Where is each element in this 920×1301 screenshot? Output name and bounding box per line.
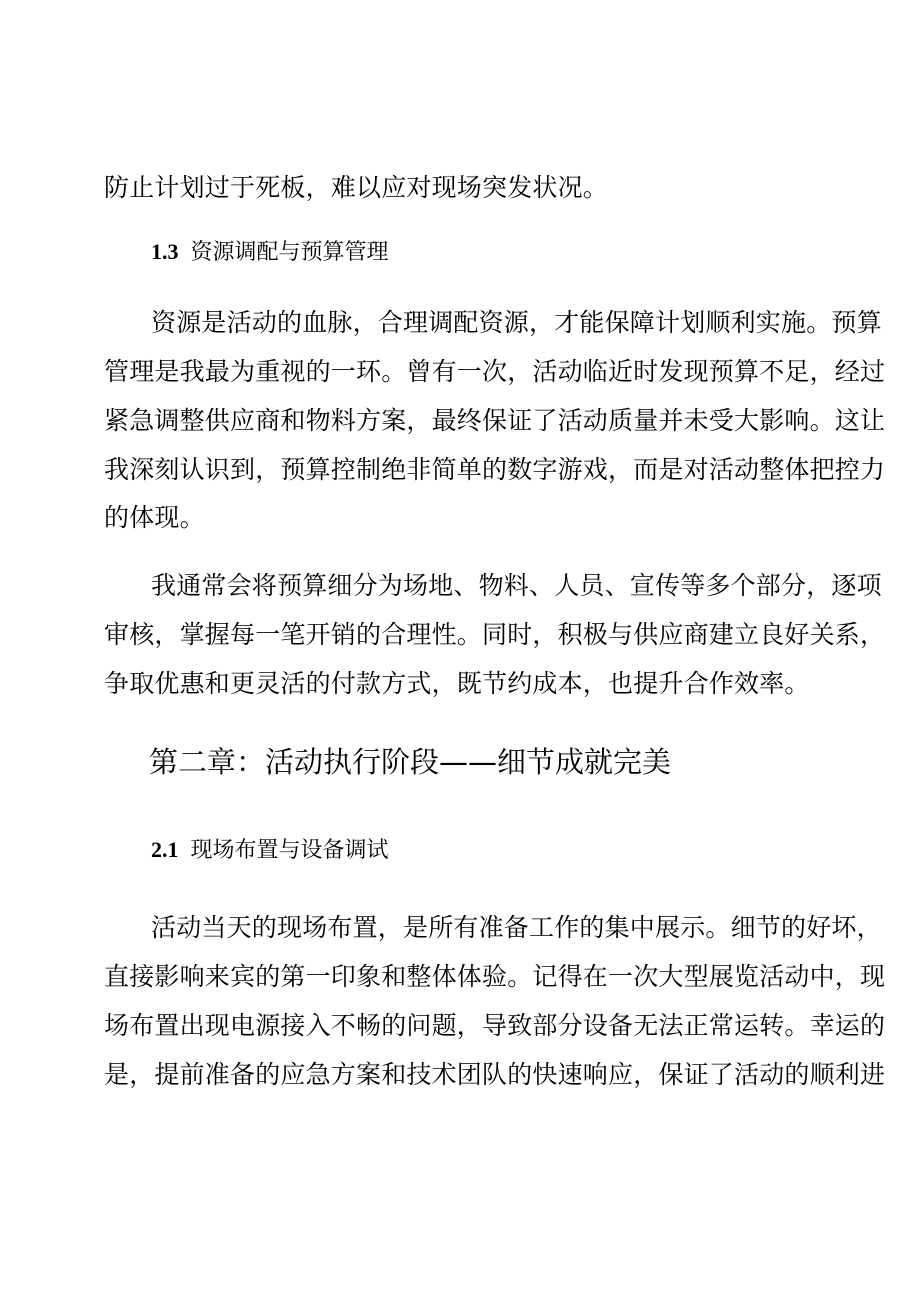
paragraph-line: 资源是活动的血脉，合理调配资源，才能保障计划顺利实施。预算 — [151, 308, 882, 337]
paragraph-line: 活动当天的现场布置，是所有准备工作的集中展示。细节的好坏， — [151, 913, 882, 942]
paragraph-line: 的体现。 — [104, 503, 205, 532]
paragraph-line: 场布置出现电源接入不畅的问题，导致部分设备无法正常运转。幸运的 — [104, 1011, 886, 1040]
paragraph-line: 审核，掌握每一笔开销的合理性。同时，积极与供应商建立良好关系， — [104, 620, 886, 649]
chapter-heading: 第二章：活动执行阶段——细节成就完美 — [149, 745, 672, 779]
paragraph-line: 紧急调整供应商和物料方案，最终保证了活动质量并未受大影响。这让 — [104, 406, 886, 435]
paragraph-line: 我通常会将预算细分为场地、物料、人员、宣传等多个部分，逐项 — [151, 571, 882, 600]
paragraph-line: 我深刻认识到，预算控制绝非简单的数字游戏，而是对活动整体把控力 — [104, 455, 886, 484]
section-number: 2.1 — [151, 837, 179, 862]
section-number: 1.3 — [151, 239, 179, 264]
section-heading-1-3 — [151, 237, 389, 268]
paragraph-line: 争取优惠和更灵活的付款方式，既节约成本，也提升合作效率。 — [104, 669, 810, 698]
section-title: 现场布置与设备调试 — [190, 838, 389, 863]
section-title: 资源调配与预算管理 — [190, 240, 389, 265]
paragraph-line: 是，提前准备的应急方案和技术团队的快速响应，保证了活动的顺利进 — [104, 1060, 886, 1089]
section-heading-2-1 — [151, 835, 389, 866]
paragraph-continuation-line: 防止计划过于死板，难以应对现场突发状况。 — [104, 173, 609, 202]
paragraph-line: 直接影响来宾的第一印象和整体体验。记得在一次大型展览活动中，现 — [104, 962, 886, 991]
paragraph-line: 管理是我最为重视的一环。曾有一次，活动临近时发现预算不足，经过 — [104, 357, 886, 386]
